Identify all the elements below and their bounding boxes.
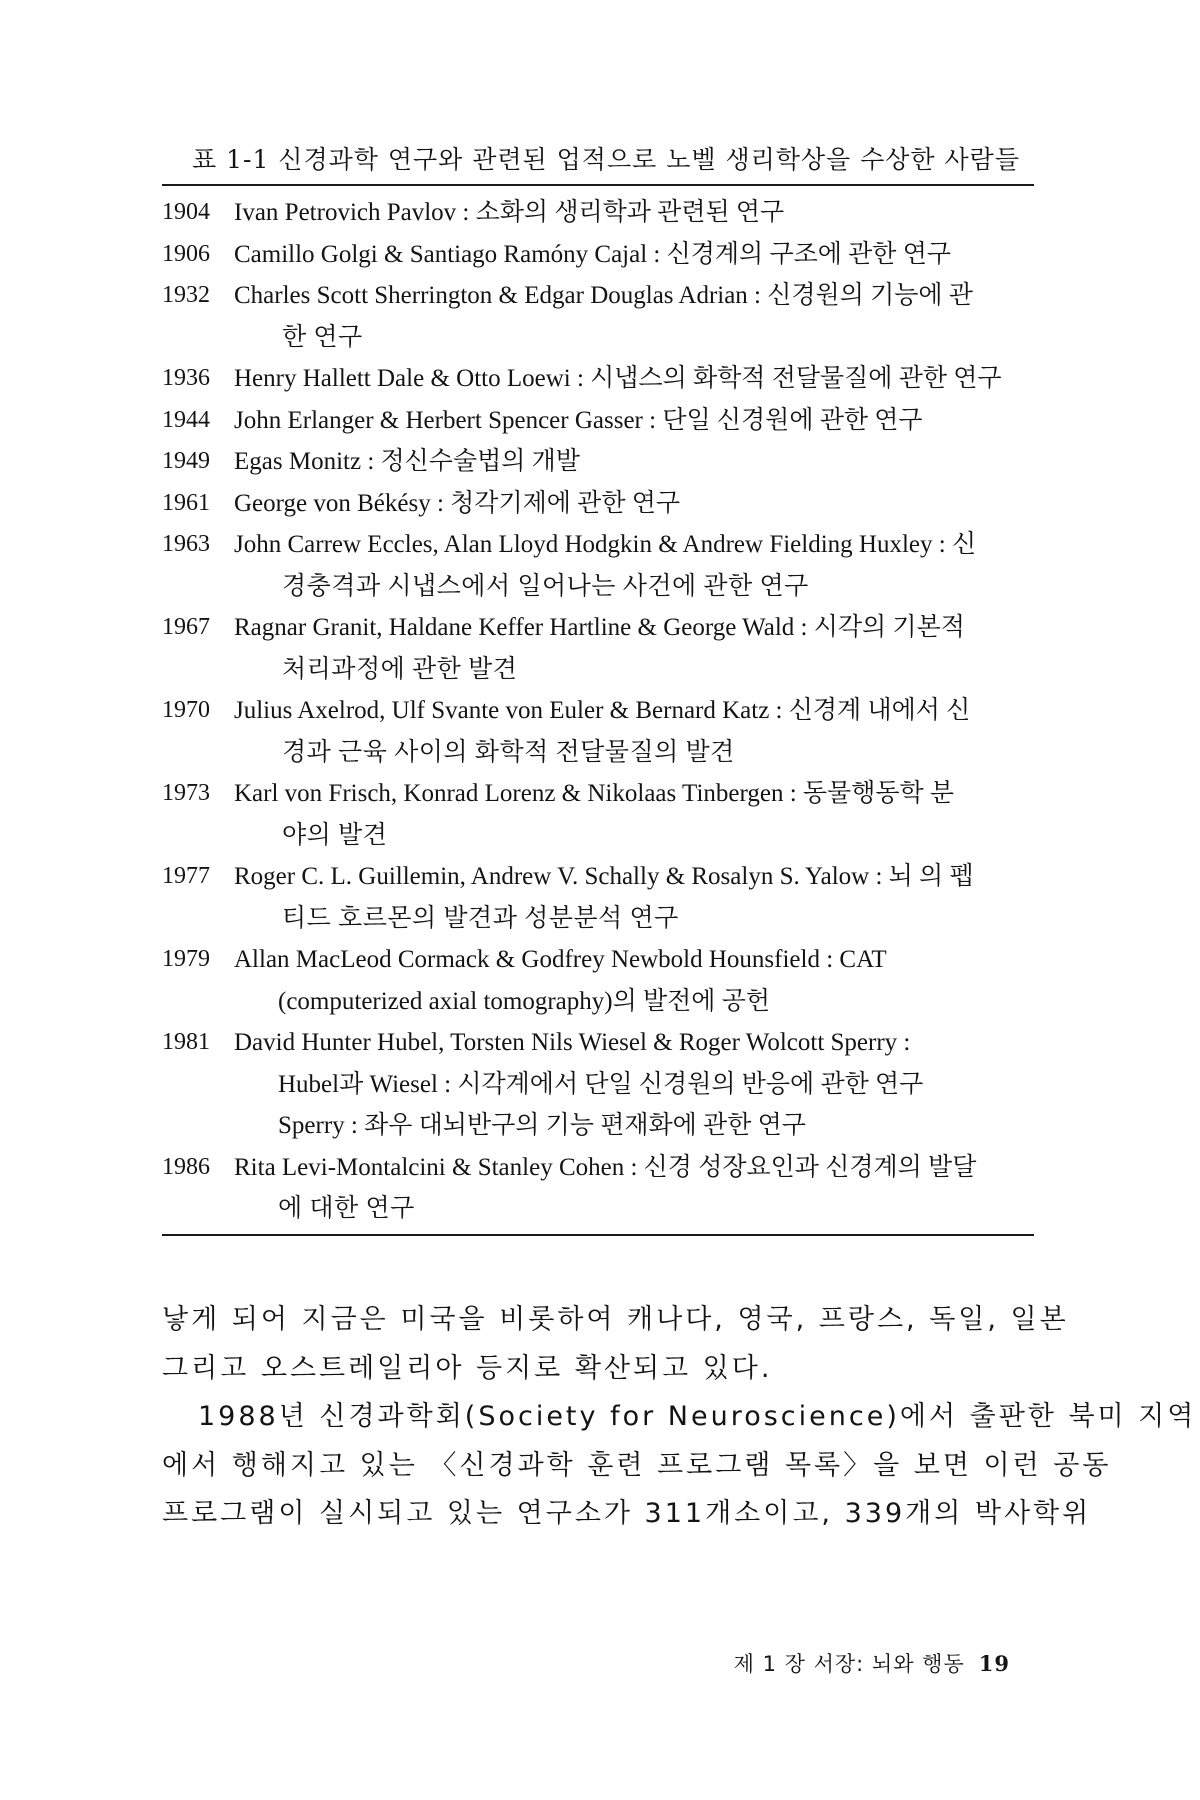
nobel-laureates-table bbox=[162, 192, 1034, 1230]
table-row bbox=[162, 192, 1034, 234]
entry-text: Ragnar Granit, Haldane Keffer Hartline & George Wald : 시각의 기본적 bbox=[234, 614, 965, 641]
entry-text: David Hunter Hubel, Torsten Nils Wiesel & Roger Wolcott Sperry : bbox=[234, 1029, 911, 1056]
body-line: 에서 행해지고 있는 〈신경과학 훈련 프로그램 목록〉을 보면 이런 공동 bbox=[162, 1449, 1112, 1481]
table-row bbox=[162, 234, 1034, 276]
entry-year: 1932 bbox=[162, 282, 210, 308]
entry-text: Julius Axelrod, Ulf Svante von Euler & Bernard Katz : 신경계 내에서 신 bbox=[234, 697, 971, 724]
entry-year: 1904 bbox=[162, 199, 210, 225]
entry-text-continued: 한 연구 bbox=[282, 323, 363, 351]
entry-text-continued: 경충격과 시냅스에서 일어나는 사건에 관한 연구 bbox=[282, 572, 809, 600]
entry-text: Henry Hallett Dale & Otto Loewi : 시냅스의 화학적 전달물질에 관한 연구 bbox=[234, 365, 1002, 392]
entry-text-continued: 티드 호르몬의 발견과 성분분석 연구 bbox=[282, 904, 679, 932]
entry-text-continued: 경과 근육 사이의 화학적 전달물질의 발견 bbox=[282, 738, 735, 766]
table-top-rule bbox=[162, 184, 1034, 186]
table-row bbox=[162, 1147, 1034, 1230]
table-caption: 표 1-1 신경과학 연구와 관련된 업적으로 노벨 생리학상을 수상한 사람들 bbox=[192, 145, 1020, 174]
entry-year: 1963 bbox=[162, 531, 210, 557]
table-row bbox=[162, 275, 1034, 358]
body-line: 낳게 되어 지금은 미국을 비롯하여 캐나다, 영국, 프랑스, 독일, 일본 bbox=[162, 1304, 1069, 1335]
entry-text-continued: Hubel과 Wiesel : 시각계에서 단일 신경원의 반응에 관한 연구 bbox=[278, 1070, 924, 1098]
table-row bbox=[162, 690, 1034, 773]
body-line: 프로그램이 실시되고 있는 연구소가 311개소이고, 339개의 박사학위 bbox=[162, 1498, 1092, 1529]
table-row bbox=[162, 400, 1034, 442]
table-row bbox=[162, 773, 1034, 856]
page-number: 19 bbox=[978, 1651, 1010, 1676]
entry-text: Camillo Golgi & Santiago Ramóny Cajal : 신경계의 구조에 관한 연구 bbox=[234, 240, 952, 268]
entry-text: Egas Monitz : 정신수술법의 개발 bbox=[234, 448, 580, 475]
entry-text-continued: 처리과정에 관한 발견 bbox=[282, 655, 518, 683]
entry-text: Allan MacLeod Cormack & Godfrey Newbold Hounsfield : CAT bbox=[234, 946, 887, 973]
table-row bbox=[162, 524, 1034, 607]
entry-year: 1981 bbox=[162, 1029, 210, 1055]
body-paragraphs bbox=[162, 1296, 1197, 1539]
entry-text: Charles Scott Sherrington & Edgar Douglas Adrian : 신경원의 기능에 관 bbox=[234, 282, 973, 309]
entry-year: 1949 bbox=[162, 448, 210, 474]
table-row bbox=[162, 483, 1034, 525]
entry-year: 1970 bbox=[162, 697, 210, 723]
entry-year: 1979 bbox=[162, 946, 210, 972]
entry-text: John Carrew Eccles, Alan Lloyd Hodgkin & Andrew Fielding Huxley : 신 bbox=[234, 531, 977, 558]
body-line: 1988년 신경과학회(Society for Neuroscience)에서 출판한 북미 지역 bbox=[198, 1401, 1197, 1432]
entry-year: 1973 bbox=[162, 780, 210, 806]
entry-text: Rita Levi-Montalcini & Stanley Cohen : 신경 성장요인과 신경계의 발달 bbox=[234, 1153, 977, 1181]
table-row bbox=[162, 939, 1034, 1022]
entry-text-continued: (computerized axial tomography)의 발전에 공헌 bbox=[278, 987, 770, 1015]
entry-text: Karl von Frisch, Konrad Lorenz & Nikolaas Tinbergen : 동물행동학 분 bbox=[234, 780, 955, 807]
entry-text: Roger C. L. Guillemin, Andrew V. Schally & Rosalyn S. Yalow : 뇌 의 펩 bbox=[234, 863, 974, 890]
page-footer bbox=[700, 1648, 1010, 1678]
entry-year: 1906 bbox=[162, 240, 210, 267]
body-line: 그리고 오스트레일리아 등지로 확산되고 있다. bbox=[162, 1352, 773, 1384]
entry-year: 1967 bbox=[162, 614, 210, 640]
entry-year: 1944 bbox=[162, 406, 210, 433]
table-row bbox=[162, 441, 1034, 483]
entry-text: George von Békésy : 청각기제에 관한 연구 bbox=[234, 489, 681, 517]
entry-year: 1986 bbox=[162, 1153, 210, 1180]
entry-text: John Erlanger & Herbert Spencer Gasser : 단일 신경원에 관한 연구 bbox=[234, 406, 923, 434]
table-row bbox=[162, 1022, 1034, 1147]
entry-year: 1936 bbox=[162, 365, 210, 391]
entry-text-continued: Sperry : 좌우 대뇌반구의 기능 편재화에 관한 연구 bbox=[278, 1112, 806, 1139]
table-row bbox=[162, 856, 1034, 939]
entry-year: 1961 bbox=[162, 489, 210, 516]
table-bottom-rule bbox=[162, 1234, 1034, 1236]
table-row bbox=[162, 607, 1034, 690]
entry-year: 1977 bbox=[162, 863, 210, 889]
entry-text-continued: 야의 발견 bbox=[282, 821, 388, 849]
entry-text-continued: 에 대한 연구 bbox=[278, 1195, 415, 1222]
running-chapter-title: 제 1 장 서장: 뇌와 행동 bbox=[733, 1652, 965, 1676]
entry-text: Ivan Petrovich Pavlov : 소화의 생리학과 관련된 연구 bbox=[234, 199, 785, 226]
table-row bbox=[162, 358, 1034, 400]
